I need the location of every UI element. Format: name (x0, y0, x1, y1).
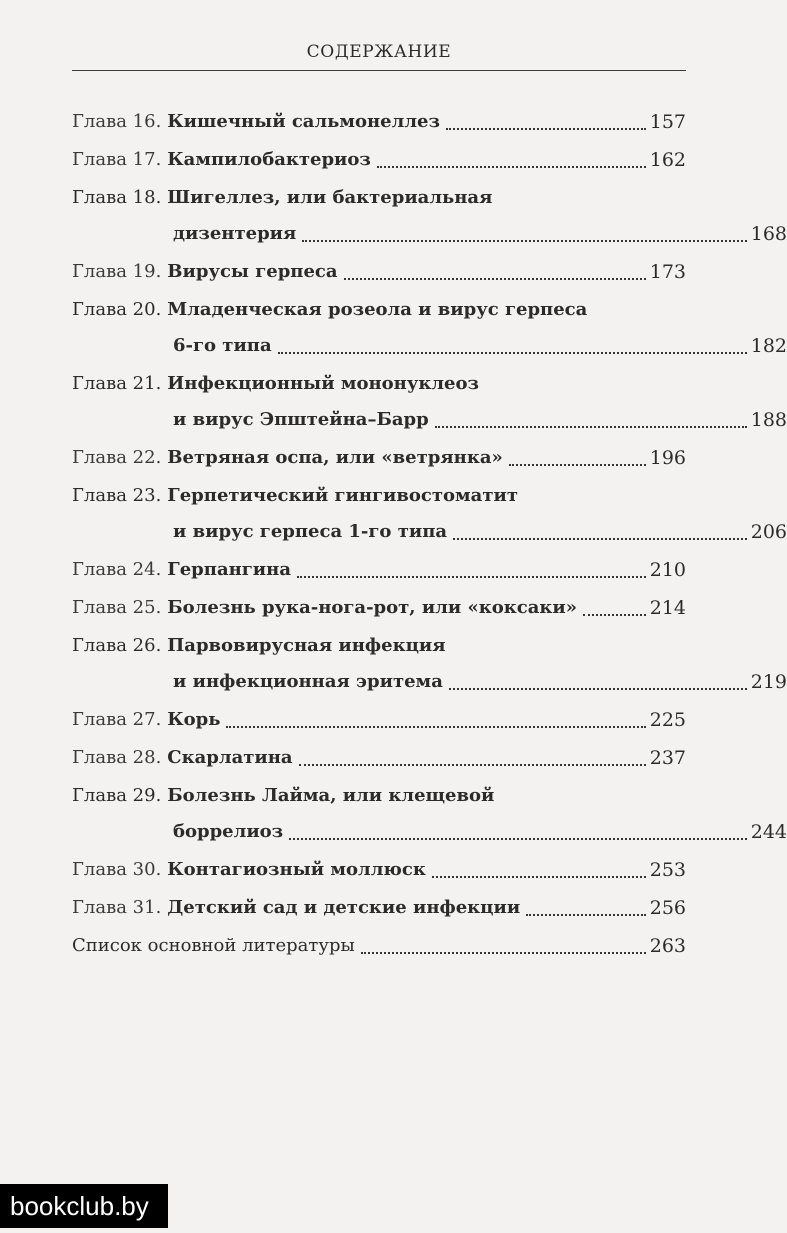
chapter-number: Глава 18. (72, 187, 162, 208)
dot-leader (583, 614, 646, 616)
chapter-number: Глава 28. (72, 747, 162, 768)
entry-label (72, 142, 371, 178)
entry-label (173, 664, 443, 700)
dot-leader (289, 838, 747, 840)
toc-line (72, 664, 787, 700)
chapter-title: Герпетический гингивостоматит (167, 485, 518, 506)
chapter-title: Кишечный сальмонеллез (167, 111, 440, 132)
entry-label (72, 104, 440, 140)
page-header (72, 38, 686, 71)
toc-line (72, 292, 686, 328)
entry-label (173, 814, 283, 850)
entry-label (72, 702, 220, 738)
entry-label (72, 890, 520, 926)
chapter-number: Глава 21. (72, 373, 162, 394)
table-of-contents (72, 104, 787, 966)
toc-line (72, 440, 686, 476)
page-number: 188 (750, 409, 787, 431)
toc-entry (72, 928, 686, 964)
toc-line (72, 104, 686, 140)
dot-leader (278, 352, 747, 354)
page-number: 263 (649, 935, 686, 957)
entry-label (72, 552, 291, 588)
toc-line (72, 814, 787, 850)
toc-line (72, 552, 686, 588)
chapter-number: Глава 31. (72, 897, 162, 918)
entry-label (72, 740, 293, 776)
chapter-number: Глава 17. (72, 149, 162, 170)
entry-label (173, 402, 429, 438)
toc-entry (72, 628, 787, 700)
toc-entry (72, 778, 787, 850)
toc-entry (72, 180, 787, 252)
dot-leader (526, 914, 646, 916)
toc-entry (72, 142, 686, 178)
chapter-title: Болезнь Лайма, или клещевой (167, 785, 495, 806)
dot-leader (377, 166, 646, 168)
dot-leader (226, 726, 645, 728)
toc-line (72, 366, 686, 402)
page-number: 214 (649, 597, 686, 619)
entry-label (72, 852, 426, 888)
chapter-title: Шигеллез, или бактериальная (167, 187, 493, 208)
chapter-title: Детский сад и детские инфекции (167, 897, 521, 918)
toc-entry (72, 478, 787, 550)
chapter-number: Глава 19. (72, 261, 162, 282)
chapter-title: Контагиозный моллюск (167, 859, 426, 880)
toc-entry (72, 366, 787, 438)
page-number: 210 (649, 559, 686, 581)
dot-leader (299, 764, 646, 766)
chapter-title: Герпангина (167, 559, 291, 580)
toc-entry (72, 740, 686, 776)
toc-entry (72, 104, 686, 140)
page-number: 173 (649, 261, 686, 283)
toc-entry (72, 890, 686, 926)
chapter-title: Кампилобактериоз (167, 149, 371, 170)
chapter-title: боррелиоз (173, 821, 284, 842)
dot-leader (302, 240, 746, 242)
toc-line (72, 740, 686, 776)
dot-leader (344, 278, 646, 280)
dot-leader (449, 688, 747, 690)
chapter-number: Глава 29. (72, 785, 162, 806)
dot-leader (432, 876, 646, 878)
watermark-logo (0, 1184, 168, 1228)
toc-line (72, 778, 686, 814)
page-number: 225 (649, 709, 686, 731)
toc-line (72, 590, 686, 626)
chapter-number: Глава 26. (72, 635, 162, 656)
toc-entry (72, 590, 686, 626)
page-number: 182 (750, 335, 787, 357)
entry-label (72, 440, 503, 476)
toc-line (72, 142, 686, 178)
page-number: 253 (649, 859, 686, 881)
page-number: 244 (750, 821, 787, 843)
toc-entry (72, 440, 686, 476)
chapter-title: Скарлатина (167, 747, 293, 768)
page-number: 196 (649, 447, 686, 469)
chapter-title: Болезнь рука-нога-рот, или «коксаки» (167, 597, 577, 618)
chapter-number: Глава 24. (72, 559, 162, 580)
entry-label (173, 328, 272, 364)
dot-leader (446, 128, 646, 130)
chapter-title: Инфекционный мононуклеоз (167, 373, 479, 394)
toc-line (72, 254, 686, 290)
toc-line (72, 852, 686, 888)
toc-line (72, 702, 686, 738)
page-number: 206 (750, 521, 787, 543)
toc-line (72, 628, 686, 664)
dot-leader (509, 464, 646, 466)
toc-line (72, 216, 787, 252)
chapter-number: Глава 20. (72, 299, 162, 320)
chapter-title: и вирус Эпштейна–Барр (173, 409, 429, 430)
dot-leader (453, 538, 747, 540)
page-number: 256 (649, 897, 686, 919)
chapter-number: Глава 30. (72, 859, 162, 880)
chapter-number: Глава 25. (72, 597, 162, 618)
page-number: 157 (649, 111, 686, 133)
toc-entry (72, 852, 686, 888)
chapter-number: Глава 23. (72, 485, 162, 506)
page-number: 237 (649, 747, 686, 769)
chapter-title: и вирус герпеса 1-го типа (173, 521, 448, 542)
dot-leader (361, 952, 646, 954)
toc-line (72, 328, 787, 364)
dot-leader (435, 426, 747, 428)
toc-line (72, 180, 686, 216)
chapter-title: Вирусы герпеса (167, 261, 338, 282)
watermark-text: bookclub.by (10, 1191, 149, 1221)
toc-line (72, 402, 787, 438)
page-number: 219 (750, 671, 787, 693)
entry-label (173, 216, 296, 252)
chapter-title: Корь (167, 709, 221, 730)
toc-entry (72, 254, 686, 290)
entry-label (173, 514, 447, 550)
toc-line (72, 928, 686, 964)
chapter-number: Глава 16. (72, 111, 162, 132)
page-number: 162 (649, 149, 686, 171)
chapter-title: Ветряная оспа, или «ветрянка» (167, 447, 503, 468)
header-title: СОДЕРЖАНИЕ (306, 42, 452, 62)
toc-line (72, 514, 787, 550)
toc-line (72, 890, 686, 926)
chapter-title: дизентерия (173, 223, 297, 244)
toc-entry (72, 292, 787, 364)
chapter-number: Глава 22. (72, 447, 162, 468)
chapter-title: и инфекционная эритема (173, 671, 443, 692)
toc-line (72, 478, 686, 514)
chapter-title: Список основной литературы (72, 935, 355, 956)
chapter-title: 6-го типа (173, 335, 272, 356)
chapter-title: Парвовирусная инфекция (167, 635, 446, 656)
chapter-number: Глава 27. (72, 709, 162, 730)
entry-label (72, 590, 577, 626)
dot-leader (297, 576, 646, 578)
page-number: 168 (750, 223, 787, 245)
toc-entry (72, 552, 686, 588)
entry-label (72, 254, 338, 290)
toc-entry (72, 702, 686, 738)
chapter-title: Младенческая розеола и вирус герпеса (167, 299, 588, 320)
entry-label (72, 928, 355, 964)
